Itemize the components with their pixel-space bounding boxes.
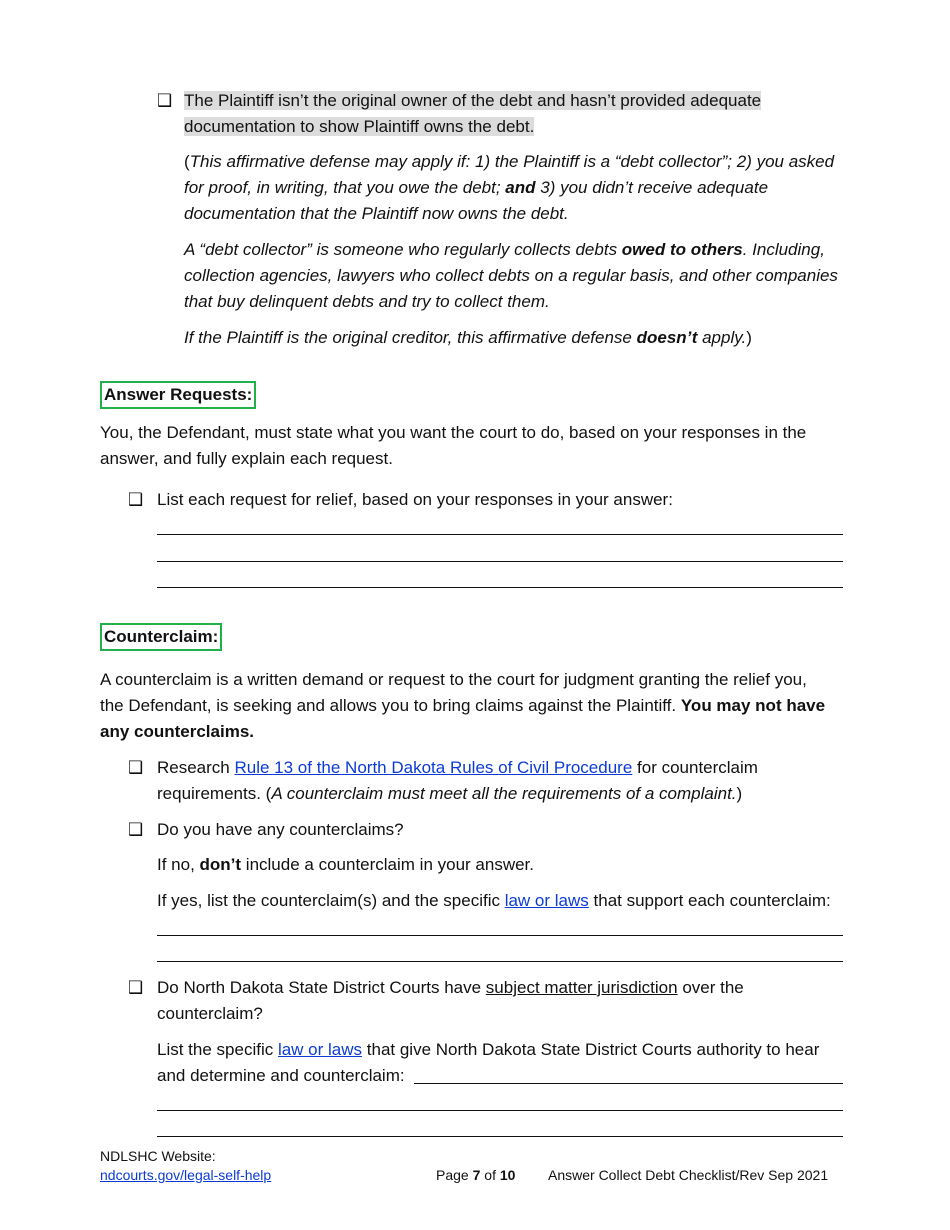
checkbox-icon[interactable]: ❑ [128, 490, 144, 509]
highlighted-text: documentation to show Plaintiff owns the debt. [184, 117, 535, 136]
defense-note-line [184, 175, 768, 201]
page-word: Page [436, 1167, 473, 1183]
defense-note-line: documentation that the Plaintiff now owns the debt. [184, 204, 569, 223]
fill-in-line[interactable] [157, 587, 843, 588]
item-text: If yes, list the counterclaim(s) and the specific [157, 891, 505, 910]
paragraph-line: any counterclaims. [100, 722, 255, 741]
footer-site-label: NDLSHC Website: [100, 1148, 216, 1164]
underlined-term: subject matter jurisdiction [485, 978, 678, 997]
note-text: If the Plaintiff is the original creditor, this affirmative defense [184, 328, 637, 347]
paragraph-line: You, the Defendant, must state what you want the court to do, based on your responses in the [100, 423, 807, 442]
item-text: for counterclaim [632, 758, 758, 777]
checklist-item-request-relief: List each request for relief, based on your responses in your answer: [157, 490, 673, 509]
fill-in-line[interactable] [157, 961, 843, 962]
checklist-item-have-counterclaims: Do you have any counterclaims? [157, 820, 404, 839]
item-text: If no, [157, 855, 200, 874]
item-text: ) [736, 784, 743, 803]
checklist-item-research-line2 [157, 781, 742, 807]
defense-note-line: collection agencies, lawyers who collect debts on a regular basis, and other companies [184, 266, 838, 285]
note-text: This affirmative defense may apply if: 1) the Plaintiff is a “debt collector”; 2) you asked [189, 152, 835, 171]
bold-text: doesn’t [636, 328, 698, 347]
item-text: that support each counterclaim: [588, 891, 831, 910]
law-or-laws-link[interactable]: law or laws [504, 891, 589, 910]
item-text: that give North Dakota State District Courts authority to hear [362, 1040, 820, 1059]
fill-in-line[interactable] [157, 935, 843, 936]
italic-text: A counterclaim must meet all the requirements of a complaint. [271, 784, 737, 803]
fill-in-line[interactable] [157, 1136, 843, 1137]
checklist-item-research [157, 755, 758, 781]
section-heading-counterclaim: Counterclaim: [100, 623, 222, 651]
instruction-line [157, 1037, 819, 1063]
defense-note-line: (This affirmative defense may apply if: 1) the Plaintiff is a “debt collector”; 2) you asked [184, 152, 835, 171]
checklist-item-jurisdiction [157, 975, 744, 1001]
page-number [436, 1166, 515, 1185]
rule-13-link[interactable]: Rule 13 of the North Dakota Rules of Civil Procedure [234, 758, 633, 777]
item-text: List the specific [157, 1040, 278, 1059]
note-text: for proof, in writing, that you owe the debt; [184, 178, 506, 197]
checkbox-icon[interactable]: ❑ [128, 820, 144, 839]
fill-in-line[interactable] [414, 1083, 843, 1084]
defense-note-line: If the Plaintiff is the original creditor, this affirmative defense doesn’t apply.) [184, 328, 752, 347]
section-heading-answer-requests: Answer Requests: [100, 381, 256, 409]
bold-text: don’t [199, 855, 242, 874]
paragraph-line: A counterclaim is a written demand or request to the court for judgment granting the relief you, [100, 670, 807, 689]
paragraph-line: answer, and fully explain each request. [100, 449, 393, 468]
checklist-item-original-owner [184, 88, 761, 114]
instruction-line [157, 888, 831, 914]
checklist-item-line2 [184, 114, 534, 140]
checkbox-icon[interactable]: ❑ [128, 758, 144, 777]
defense-note-line [184, 237, 825, 263]
fill-in-line[interactable] [157, 534, 843, 535]
note-text: apply. [697, 328, 747, 347]
of-word: of [480, 1167, 500, 1183]
note-text: A “debt collector” is someone who regularly collects debts [184, 240, 622, 259]
bold-text: and [505, 178, 536, 197]
fill-in-line[interactable] [157, 561, 843, 562]
bold-text: You may not have [680, 696, 826, 715]
bold-text: owed to others [621, 240, 743, 259]
note-text: 3) you didn’t receive adequate [535, 178, 769, 197]
checkbox-icon[interactable]: ❑ [157, 91, 173, 110]
item-text: Research [157, 758, 235, 777]
instruction-line: and determine and counterclaim: [157, 1066, 405, 1085]
instruction-line [157, 852, 534, 878]
current-page: 7 [472, 1167, 481, 1183]
paragraph-line [100, 693, 825, 719]
law-or-laws-link[interactable]: law or laws [277, 1040, 363, 1059]
item-text: over the [677, 978, 744, 997]
fill-in-line[interactable] [157, 1110, 843, 1111]
item-text: include a counterclaim in your answer. [241, 855, 535, 874]
footer-doc-title: Answer Collect Debt Checklist/Rev Sep 2021 [548, 1167, 829, 1183]
item-text: requirements. ( [157, 784, 272, 803]
highlighted-text: The Plaintiff isn’t the original owner of the debt and hasn’t provided adequate [184, 91, 762, 110]
footer-site-link[interactable]: ndcourts.gov/legal-self-help [100, 1167, 272, 1183]
defense-note-line: that buy delinquent debts and try to collect them. [184, 292, 550, 311]
item-text: Do North Dakota State District Courts have [157, 978, 486, 997]
checkbox-icon[interactable]: ❑ [128, 978, 144, 997]
checklist-item-jurisdiction-line2: counterclaim? [157, 1004, 263, 1023]
note-text: . Including, [742, 240, 825, 259]
paragraph-text: the Defendant, is seeking and allows you to bring claims against the Plaintiff. [100, 696, 681, 715]
total-pages: 10 [499, 1167, 516, 1183]
